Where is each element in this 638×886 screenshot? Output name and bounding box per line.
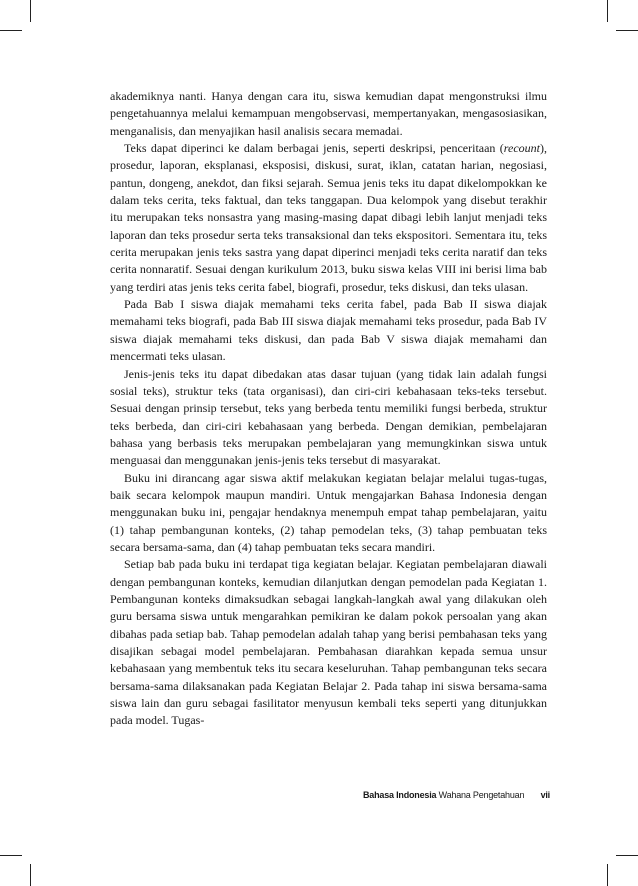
page-number: vii xyxy=(540,790,550,800)
paragraph-4: Jenis-jenis teks itu dapat dibedakan atas dasar tujuan (yang tidak lain adalah fungsi sosial teks), struktur teks (tata organisasi), dan ciri-ciri kebahasaan teks-teks tersebut. Sesuai dengan prinsip tersebut, teks yang berbeda tentu memiliki fungsi berbeda, struktur teks berbeda, dan ciri-ciri kebahasaan yang berbeda. Dengan demikian, pembelajaran bahasa yang berbasis teks merupakan pembelajaran yang memungkinkan siswa untuk menguasai dan menggunakan jenis-jenis teks tersebut di masyarakat. xyxy=(110,366,547,468)
crop-mark-top-left-h xyxy=(0,30,22,31)
crop-mark-top-left-v xyxy=(30,0,31,22)
crop-mark-bottom-left-v xyxy=(30,864,31,886)
paragraph-3: Pada Bab I siswa diajak memahami teks cerita fabel, pada Bab II siswa diajak memahami teks biografi, pada Bab III siswa diajak memahami teks prosedur, pada Bab IV siswa diajak memahami teks diskusi, dan pada Bab V siswa diajak memahami dan mencermati teks ulasan. xyxy=(110,297,547,364)
page-footer xyxy=(300,790,550,800)
paragraph-5: Buku ini dirancang agar siswa aktif melakukan kegiatan belajar melalui tugas-tugas, baik secara kelompok maupun mandiri. Untuk mengajarkan Bahasa Indonesia dengan menggunakan buku ini, pengajar hendaknya menempuh empat tahap pembelajaran, yaitu (1) tahap pembangunan konteks, (2) tahap pemodelan teks, (3) tahap pembuatan teks secara bersama-sama, dan (4) tahap pembuatan teks secara mandiri. xyxy=(110,470,547,554)
crop-mark-bottom-right-v xyxy=(607,864,608,886)
footer-book-title: Bahasa Indonesia xyxy=(362,790,437,800)
crop-mark-bottom-left-h xyxy=(0,855,22,856)
body-text xyxy=(110,88,547,730)
paragraph-2-text: Teks dapat diperinci ke dalam berbagai jenis, seperti deskripsi, penceritaan (recount), prosedur, laporan, eksplanasi, eksposisi, diskusi, surat, iklan, catatan harian, negosiasi, pantun, dongeng, anekdot, dan fiksi sejarah. Semua jenis teks itu dapat dikelompokkan ke dalam teks cerita, teks faktual, dan teks tanggapan. Dua kelompok yang disebut terakhir itu merupakan teks nonsastra yang masing-masing dapat dibagi lebih lanjut menjadi teks laporan dan teks prosedur serta teks transaksional dan teks ekspositori. Sementara itu, teks cerita merupakan jenis teks sastra yang dapat diperinci menjadi teks cerita naratif dan teks cerita nonnaratif. Sesuai dengan kurikulum 2013, buku siswa kelas VIII ini berisi lima bab yang terdiri atas jenis teks cerita fabel, biografi, prosedur, teks diskusi, dan teks ulasan. xyxy=(110,141,547,294)
crop-mark-top-right-h xyxy=(616,30,638,31)
paragraph-6: Setiap bab pada buku ini terdapat tiga kegiatan belajar. Kegiatan pembelajaran diawali dengan pembangunan konteks, kemudian dilanjutkan dengan pemodelan pada Kegiatan 1. Pembangunan konteks dimaksudkan sebagai langkah-langkah awal yang dilakukan oleh guru bersama siswa untuk mengarahkan pemikiran ke dalam pokok persoalan yang akan dibahas pada setiap bab. Tahap pemodelan adalah tahap yang berisi pembahasan teks yang disajikan sebagai model pembelajaran. Pembahasan diarahkan kepada semua unsur kebahasaan yang membentuk teks itu secara keseluruhan. Tahap pembangunan teks secara bersama-sama dilaksanakan pada Kegiatan Belajar 2. Pada tahap ini siswa bersama-sama siswa lain dan guru sebagai fasilitator menyusun kembali teks seperti yang ditunjukkan pada model. Tugas- xyxy=(110,557,547,728)
paragraph-1: akademiknya nanti. Hanya dengan cara itu, siswa kemudian dapat mengonstruksi ilmu pengetahuannya melalui kemampuan mengobservasi, mempertanyakan, mengasosiasikan, menganalisis, dan menyajikan hasil analisis secara memadai. xyxy=(110,89,547,138)
crop-mark-top-right-v xyxy=(607,0,608,22)
italic-term: recount xyxy=(503,141,540,156)
footer-subtitle: Wahana Pengetahuan xyxy=(438,790,525,800)
crop-mark-bottom-right-h xyxy=(616,855,638,856)
paragraph-2 xyxy=(110,140,547,296)
